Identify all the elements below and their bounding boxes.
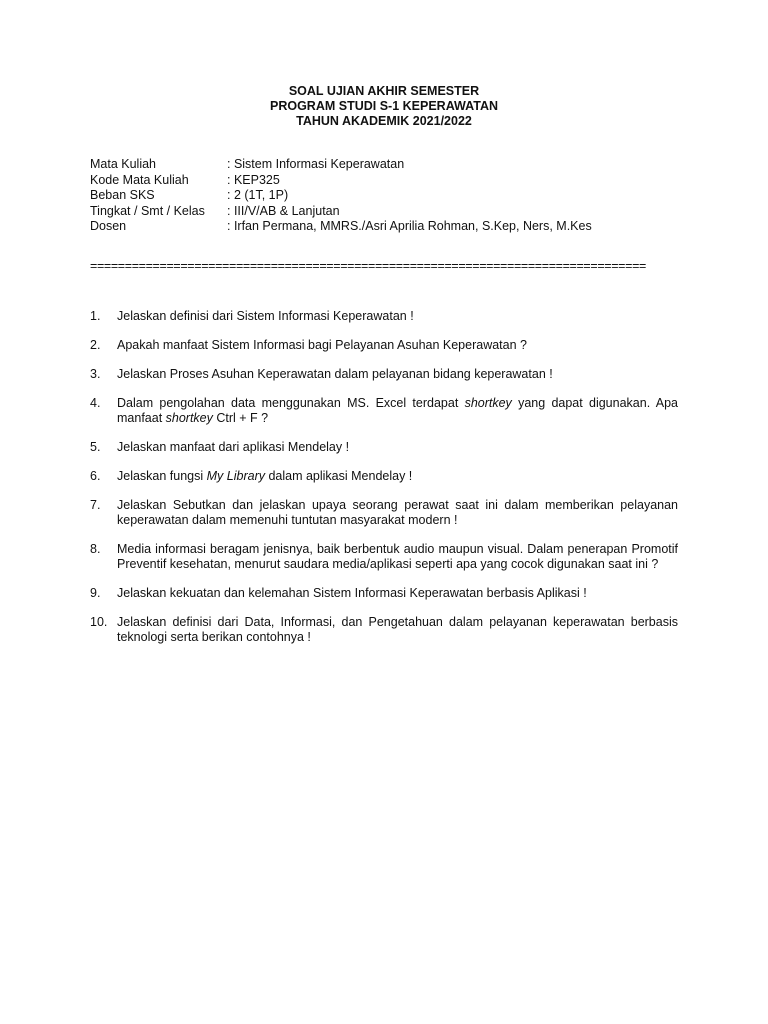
header-title: SOAL UJIAN AKHIR SEMESTER [288, 84, 480, 98]
course-code-label: Kode Mata Kuliah [90, 172, 189, 187]
question-number: 4. [90, 396, 101, 410]
question-italic-term: shortkey [165, 411, 213, 425]
course-info-row [90, 173, 592, 189]
question-number: 10. [90, 615, 108, 629]
question-item [90, 615, 678, 645]
question-text-part: Dalam pengolahan data menggunakan MS. Excel terdapat [117, 396, 465, 410]
question-text: Jelaskan Sebutkan dan jelaskan upaya seorang perawat saat ini dalam memberikan pelayanan keperawatan dalam memenuhi tuntutan masyarakat modern ! [117, 498, 678, 527]
question-list [90, 309, 678, 659]
question-text-part: Ctrl + F ? [212, 411, 269, 425]
question-text: Jelaskan definisi dari Data, Informasi, dan Pengetahuan dalam pelayanan keperawatan berbasis teknologi serta berikan contohnya ! [117, 615, 678, 644]
question-item [90, 469, 678, 484]
section-divider: ================================================================================ [90, 259, 646, 273]
question-number: 6. [90, 469, 101, 483]
lecturer-value: : Irfan Permana, MMRS./Asri Aprilia Rohman, S.Kep, Ners, M.Kes [227, 219, 592, 233]
question-item [90, 367, 678, 382]
question-text: Jelaskan Proses Asuhan Keperawatan dalam pelayanan bidang keperawatan ! [117, 367, 553, 381]
question-item [90, 498, 678, 528]
question-text: Jelaskan kekuatan dan kelemahan Sistem Informasi Keperawatan berbasis Aplikasi ! [117, 586, 587, 600]
question-item [90, 586, 678, 601]
question-number: 8. [90, 542, 101, 556]
question-number: 7. [90, 498, 101, 512]
question-text-part: Jelaskan fungsi [117, 469, 207, 483]
course-info [90, 157, 592, 235]
level-semester-class-value: : III/V/AB & Lanjutan [227, 203, 340, 218]
level-semester-class-label: Tingkat / Smt / Kelas [90, 203, 205, 218]
question-text [117, 396, 678, 426]
exam-header [0, 84, 768, 129]
question-item [90, 396, 678, 426]
question-number: 2. [90, 338, 101, 352]
lecturer-label: Dosen [90, 219, 127, 233]
header-program: PROGRAM STUDI S-1 KEPERAWATAN [269, 99, 499, 113]
question-text [117, 469, 678, 484]
course-info-row [90, 188, 592, 204]
credit-load-label: Beban SKS [90, 188, 155, 202]
question-text-part: dalam aplikasi Mendelay ! [264, 469, 413, 483]
question-item [90, 440, 678, 455]
question-item [90, 338, 678, 353]
question-number: 1. [90, 309, 101, 323]
question-italic-term: My Library [206, 469, 265, 483]
question-text-part: yang dapat digunakan. Apa manfaat [117, 396, 678, 425]
question-number: 5. [90, 440, 101, 454]
question-text: Jelaskan manfaat dari aplikasi Mendelay ! [117, 440, 350, 454]
course-info-row [90, 204, 592, 220]
question-number: 3. [90, 367, 101, 381]
course-info-row [90, 157, 592, 173]
question-italic-term: shortkey [464, 396, 512, 410]
credit-load-value: : 2 (1T, 1P) [227, 188, 289, 202]
header-academic-year: TAHUN AKADEMIK 2021/2022 [296, 114, 472, 128]
course-info-row [90, 219, 592, 235]
course-name-value: : Sistem Informasi Keperawatan [227, 157, 405, 171]
question-text: Media informasi beragam jenisnya, baik berbentuk audio maupun visual. Dalam penerapan Promotif Preventif kesehatan, menurut saudara media/aplikasi seperti apa yang cocok digunakan saat ini ? [117, 542, 678, 571]
question-text: Apakah manfaat Sistem Informasi bagi Pelayanan Asuhan Keperawatan ? [117, 338, 527, 352]
course-name-label: Mata Kuliah [90, 157, 157, 171]
question-text: Jelaskan definisi dari Sistem Informasi Keperawatan ! [117, 309, 414, 323]
question-item [90, 542, 678, 572]
question-number: 9. [90, 586, 101, 600]
course-code-value: : KEP325 [227, 172, 280, 187]
question-item [90, 309, 678, 324]
